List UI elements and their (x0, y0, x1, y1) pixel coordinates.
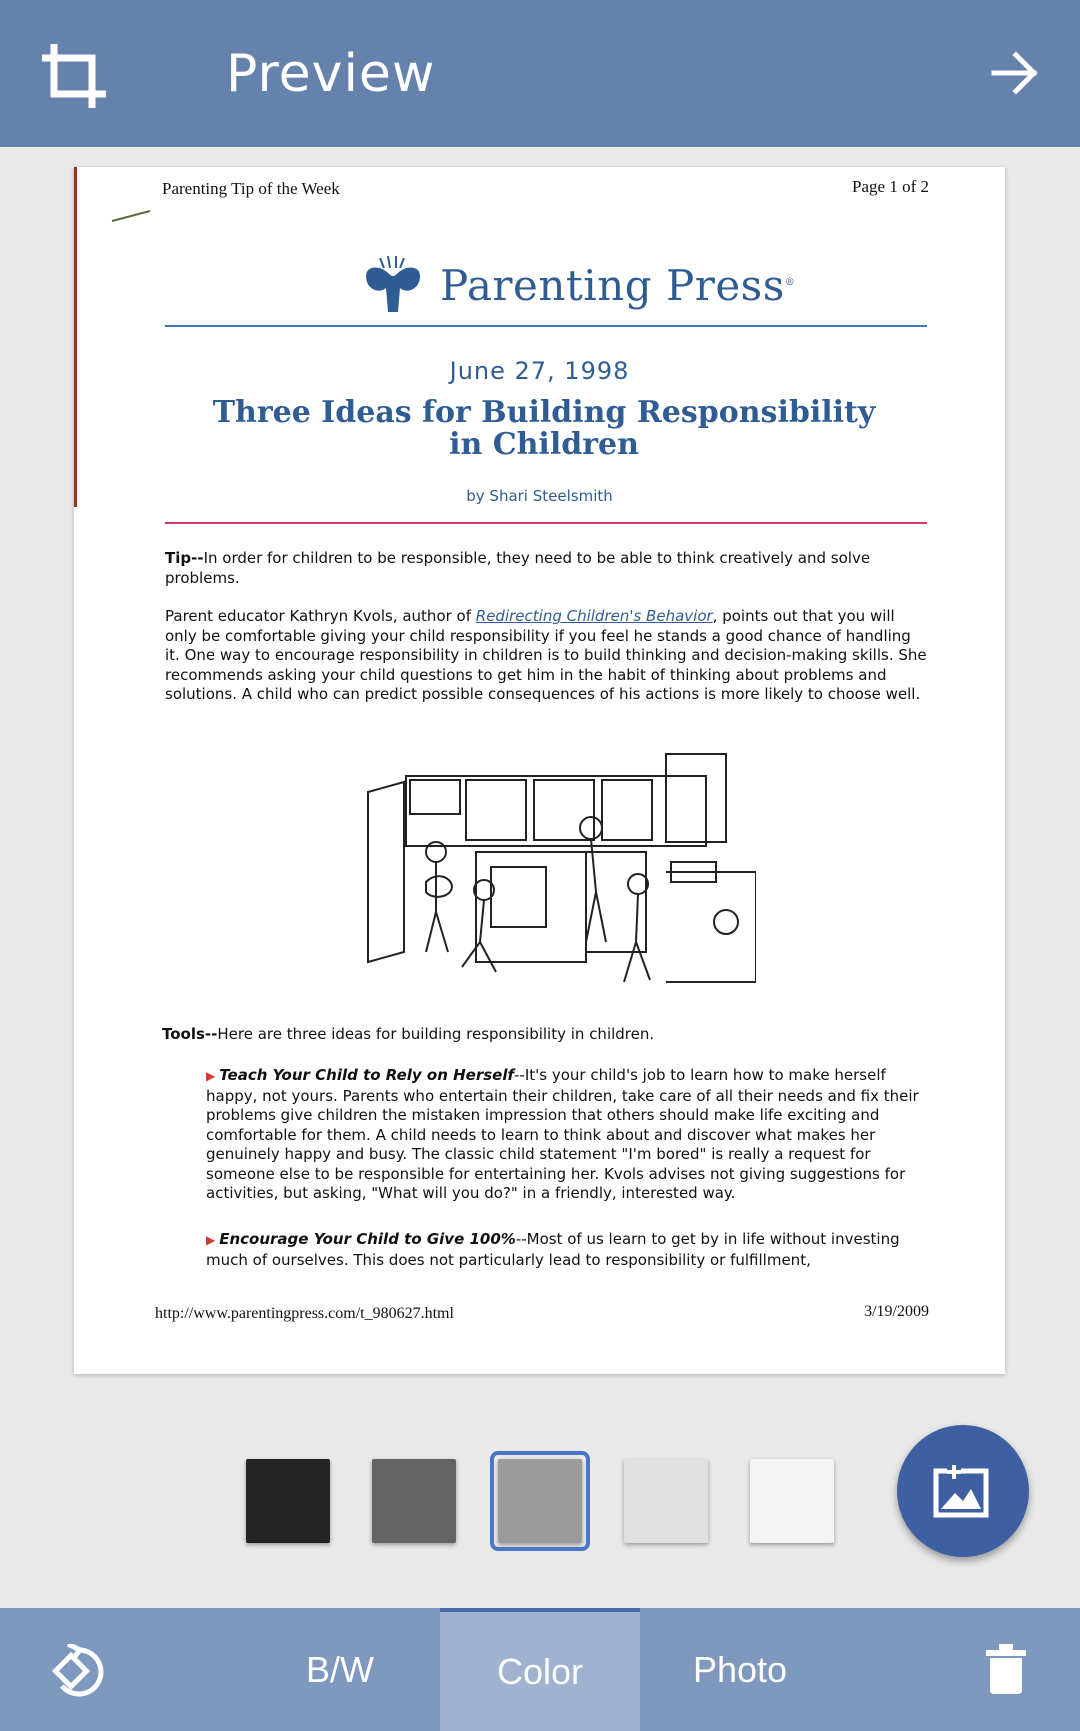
parenting-press-logo-icon (360, 254, 426, 316)
tip-paragraph: Tip--In order for children to be responsible, they need to be able to think creatively and solve problems. (165, 549, 871, 587)
divider-blue (165, 325, 927, 327)
book-link[interactable]: Redirecting Children's Behavior (475, 607, 713, 625)
trash-icon[interactable] (986, 1644, 1026, 1694)
kitchen-illustration (366, 752, 756, 997)
add-image-button[interactable] (897, 1425, 1029, 1557)
swatch-light-gray[interactable] (624, 1459, 708, 1543)
intro-paragraph: Parent educator Kathryn Kvols, author of Redirecting Children's Behavior, points out that you will only be comfortable giving your child responsibility if you feel he stands a good chance of handling it. One way to encourage responsibility in children is to build thinking and decision-making skills. She recommends asking your child questions to get him in the habit of thinking about problems and solutions. A child who can predict possible consequences of his actions is more likely to choose well. (165, 607, 927, 703)
top-app-bar (0, 0, 1080, 147)
article-byline: by Shari Steelsmith (466, 487, 613, 505)
tab-bw[interactable]: B/W (306, 1648, 374, 1690)
bottom-toolbar (0, 1608, 1080, 1731)
article-date: June 27, 1998 (449, 357, 630, 385)
brand-logo (360, 255, 795, 315)
bullet-arrow-icon: ▶ (206, 1233, 216, 1247)
arrow-right-icon[interactable] (990, 48, 1040, 98)
rotate-icon[interactable] (50, 1644, 110, 1700)
brand-name: Parenting Press® (440, 260, 796, 310)
tab-color[interactable]: Color (440, 1608, 640, 1731)
bullet-give-100: ▶ Encourage Your Child to Give 100%--Most of us learn to get by in life without investing much of ourselves. This does not particularly lead to responsibility or fulfillment, (206, 1230, 900, 1269)
article-headline: Three Ideas for Building Responsibility in Children (212, 395, 876, 462)
doc-header-left: Parenting Tip of the Week (162, 179, 340, 198)
swatch-dark-gray[interactable] (372, 1459, 456, 1543)
bullet-rely-on-herself: ▶ Teach Your Child to Rely on Herself--It's your child's job to learn how to make herself happy, not yours. Parents who entertain their children, take care of all their needs and fix their problems give children the mistaken impression that others should make life exciting and comfortable for them. A child needs to learn to think about and discover what makes her genuinely happy and busy. The classic child statement "I'm bored" is really a request for someone else to be responsible for entertaining her. Kvols advises not giving suggestions for activities, but asking, "What will you do?" in a friendly, interested way. (206, 1066, 919, 1202)
tab-photo[interactable]: Photo (692, 1648, 788, 1690)
swatch-white[interactable] (750, 1459, 834, 1543)
pen-mark (110, 205, 160, 225)
scan-edge (74, 167, 77, 507)
swatch-gray[interactable] (498, 1459, 582, 1543)
bullet-arrow-icon: ▶ (206, 1069, 216, 1083)
divider-red (165, 522, 927, 524)
document-preview (74, 167, 1005, 1374)
crop-icon[interactable] (40, 42, 108, 110)
doc-footer-url: http://www.parentingpress.com/t_980627.html (155, 1305, 454, 1322)
tools-paragraph: Tools--Here are three ideas for building responsibility in children. (162, 1025, 655, 1043)
doc-header-right: Page 1 of 2 (852, 177, 929, 196)
add-image-icon (933, 1463, 993, 1519)
swatch-black[interactable] (246, 1459, 330, 1543)
doc-footer-date: 3/19/2009 (864, 1303, 929, 1320)
page-title: Preview (226, 44, 436, 104)
